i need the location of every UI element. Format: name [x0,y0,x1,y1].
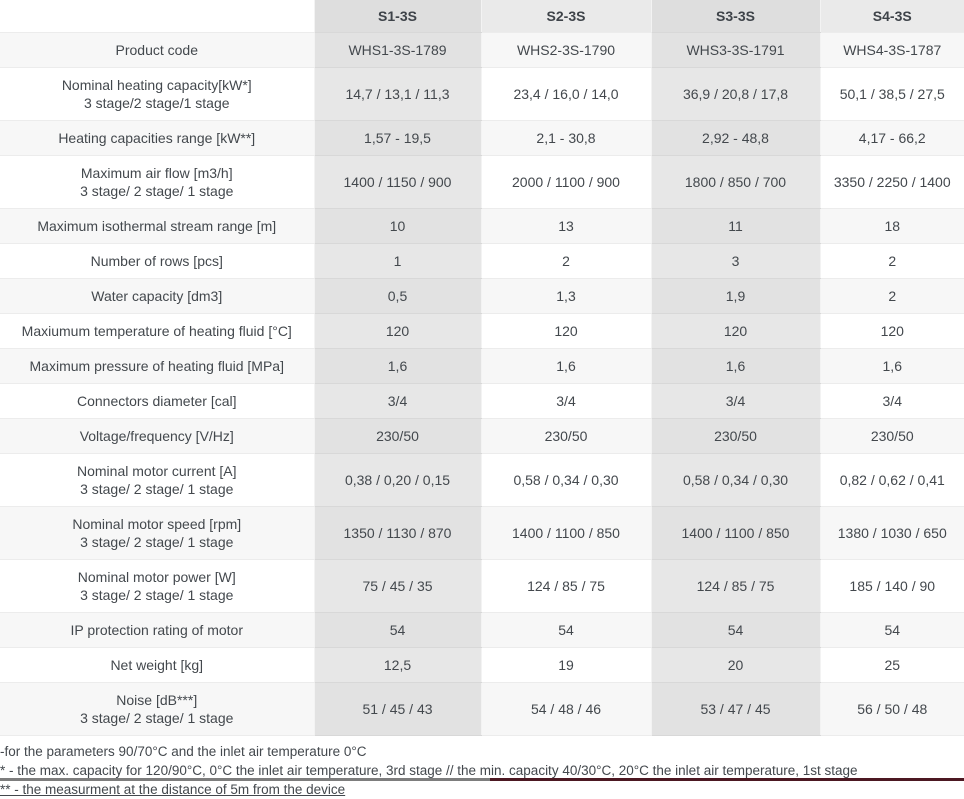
row-label [0,648,314,683]
cell-value: 75 / 45 / 35 [314,560,481,613]
row-label-text: Net weight [kg] [110,657,204,673]
table-row [0,279,964,314]
table-row [0,507,964,560]
cell-value: 13 [481,209,651,244]
cell-value: 230/50 [314,419,481,454]
cell-value: 0,58 / 0,34 / 0,30 [481,454,651,507]
row-label [0,683,314,736]
row-label-text: Maxiumum temperature of heating fluid [°C] [21,323,292,339]
row-label [0,244,314,279]
footnote-line [0,742,964,761]
cell-value: 2 [820,279,964,314]
cell-value: 0,38 / 0,20 / 0,15 [314,454,481,507]
cell-value: 1400 / 1150 / 900 [314,156,481,209]
cell-value: 1,6 [314,349,481,384]
row-label-text: Maximum air flow [m3/h] [80,165,233,181]
cell-value: 3/4 [820,384,964,419]
cell-value: 36,9 / 20,8 / 17,8 [651,68,820,121]
cell-value: 51 / 45 / 43 [314,683,481,736]
cell-value: 0,82 / 0,62 / 0,41 [820,454,964,507]
cell-value: 54 [820,613,964,648]
table-row [0,209,964,244]
footnotes [0,736,964,799]
cell-value: 230/50 [820,419,964,454]
table-row [0,121,964,156]
row-label [0,156,314,209]
cell-value: 1380 / 1030 / 650 [820,507,964,560]
row-label-subtext: 3 stage/ 2 stage/ 1 stage [80,587,234,603]
row-label-text: IP protection rating of motor [70,622,243,638]
row-label [0,314,314,349]
cell-value: WHS3-3S-1791 [651,33,820,68]
row-label-text: Nominal motor speed [rpm] [72,516,242,532]
corner-header [0,0,314,33]
cell-value: 124 / 85 / 75 [481,560,651,613]
row-label-text: Connectors diameter [cal] [76,393,237,409]
row-label-text: Nominal motor current [A] [77,463,237,479]
cell-value: 1,57 - 19,5 [314,121,481,156]
table-row [0,384,964,419]
footnote: * - the max. capacity for 120/90°C, 0°C the inlet air temperature, 3rd stage // the min. capacity 40/30°C, 20°C the inlet air temperature, 1st stage [0,763,858,778]
row-label-subtext: 3 stage/ 2 stage/ 1 stage [80,481,234,497]
cell-value: WHS2-3S-1790 [481,33,651,68]
row-label-text: Number of rows [pcs] [90,253,223,269]
bottom-bar-maroon-segment [490,778,964,781]
cell-value: 1,6 [651,349,820,384]
cell-value: WHS4-3S-1787 [820,33,964,68]
cell-value: 1,9 [651,279,820,314]
row-label-subtext: 3 stage/ 2 stage/ 1 stage [80,534,234,550]
cell-value: 18 [820,209,964,244]
row-label [0,507,314,560]
row-label [0,68,314,121]
cell-value: 50,1 / 38,5 / 27,5 [820,68,964,121]
cell-value: 3350 / 2250 / 1400 [820,156,964,209]
cell-value: 56 / 50 / 48 [820,683,964,736]
row-label-text: Product code [115,42,198,58]
cell-value: 23,4 / 16,0 / 14,0 [481,68,651,121]
cell-value: 14,7 / 13,1 / 11,3 [314,68,481,121]
row-label-text: Nominal heating capacity[kW*] [61,77,252,93]
row-label [0,613,314,648]
cell-value: 54 [314,613,481,648]
cell-value: 54 / 48 / 46 [481,683,651,736]
cell-value: 120 [820,314,964,349]
cell-value: 124 / 85 / 75 [651,560,820,613]
row-label-text: Maximum pressure of heating fluid [MPa] [29,358,284,374]
cell-value: 19 [481,648,651,683]
row-label [0,560,314,613]
column-header-s2: S2-3S [481,0,651,33]
spec-table-header [0,0,964,33]
cell-value: 1400 / 1100 / 850 [481,507,651,560]
row-label [0,454,314,507]
cell-value: 54 [481,613,651,648]
cell-value: 54 [651,613,820,648]
row-label [0,279,314,314]
table-row [0,33,964,68]
cell-value: 230/50 [651,419,820,454]
row-label [0,384,314,419]
cell-value: 1800 / 850 / 700 [651,156,820,209]
row-label [0,33,314,68]
bottom-bar [0,778,964,781]
cell-value: 3/4 [314,384,481,419]
cell-value: 230/50 [481,419,651,454]
cell-value: 25 [820,648,964,683]
cell-value: 20 [651,648,820,683]
cell-value: 4,17 - 66,2 [820,121,964,156]
cell-value: 2,1 - 30,8 [481,121,651,156]
table-row [0,156,964,209]
row-label-text: Water capacity [dm3] [91,288,223,304]
cell-value: 185 / 140 / 90 [820,560,964,613]
cell-value: 3/4 [651,384,820,419]
cell-value: 2 [481,244,651,279]
header-row [0,0,964,33]
table-row [0,683,964,736]
cell-value: 120 [651,314,820,349]
cell-value: 1,3 [481,279,651,314]
table-row [0,349,964,384]
row-label-subtext: 3 stage/ 2 stage/ 1 stage [80,710,234,726]
table-row [0,244,964,279]
cell-value: 1,6 [481,349,651,384]
cell-value: 1400 / 1100 / 850 [651,507,820,560]
cell-value: 12,5 [314,648,481,683]
cell-value: 0,5 [314,279,481,314]
row-label-subtext: 3 stage/ 2 stage/ 1 stage [80,183,234,199]
cell-value: 11 [651,209,820,244]
table-row [0,613,964,648]
table-row [0,314,964,349]
row-label-text: Voltage/frequency [V/Hz] [79,428,234,444]
row-label-text: Nominal motor power [W] [77,569,236,585]
cell-value: 53 / 47 / 45 [651,683,820,736]
table-row [0,68,964,121]
cell-value: 10 [314,209,481,244]
row-label-text: Heating capacities range [kW**] [58,130,256,146]
cell-value: 1 [314,244,481,279]
bottom-bar-gray-segment [0,778,490,781]
footnote-line [0,780,964,799]
table-row [0,648,964,683]
row-label [0,209,314,244]
cell-value: 3 [651,244,820,279]
table-row [0,419,964,454]
table-row [0,454,964,507]
row-label [0,349,314,384]
cell-value: 2000 / 1100 / 900 [481,156,651,209]
cell-value: 120 [314,314,481,349]
cell-value: 1350 / 1130 / 870 [314,507,481,560]
row-label-text: Maximum isothermal stream range [m] [37,218,277,234]
cell-value: 3/4 [481,384,651,419]
footnote: -for the parameters 90/70°C and the inlet air temperature 0°C [0,744,367,759]
row-label [0,121,314,156]
spec-table-body [0,33,964,736]
row-label-subtext: 3 stage/2 stage/1 stage [83,95,230,111]
column-header-s4: S4-3S [820,0,964,33]
table-row [0,560,964,613]
row-label [0,419,314,454]
column-header-s3: S3-3S [651,0,820,33]
footnote-link[interactable]: ** - the measurment at the distance of 5m from the device [0,782,346,797]
cell-value: 2,92 - 48,8 [651,121,820,156]
row-label-text: Noise [dB***] [116,692,198,708]
cell-value: 1,6 [820,349,964,384]
cell-value: 2 [820,244,964,279]
column-header-s1: S1-3S [314,0,481,33]
cell-value: 120 [481,314,651,349]
cell-value: WHS1-3S-1789 [314,33,481,68]
cell-value: 0,58 / 0,34 / 0,30 [651,454,820,507]
